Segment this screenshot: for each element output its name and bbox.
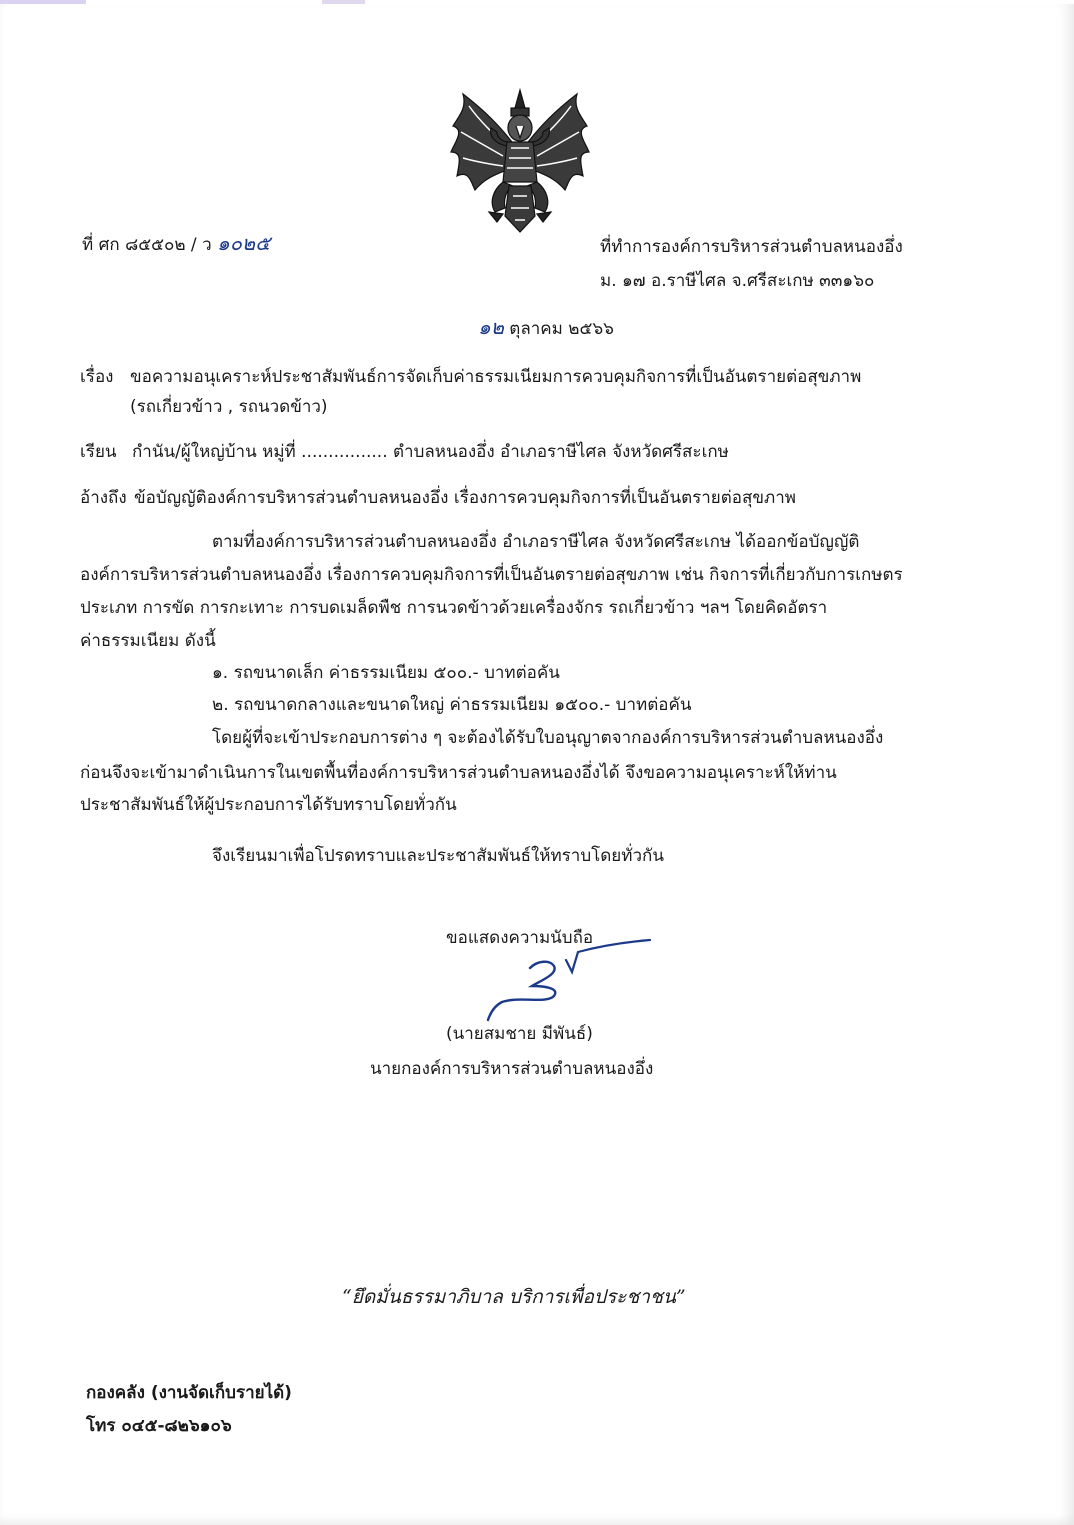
garuda-emblem-icon (445, 86, 595, 238)
body-p1-line2: องค์การบริหารส่วนตำบลหนองอึ่ง เรื่องการควบคุมกิจการที่เป็นอันตรายต่อสุขภาพ เช่น กิจการที่เกี่ยวกับการเกษตร (80, 565, 903, 585)
handwritten-signature (480, 930, 660, 1025)
organization-motto: “ยึดมั่นธรรมาภิบาล บริการเพื่อประชาชน” (342, 1286, 686, 1308)
footer-department: กองคลัง (งานจัดเก็บรายได้) (86, 1383, 292, 1403)
reference-text: ข้อบัญญัติองค์การบริหารส่วนตำบลหนองอึ่ง เรื่องการควบคุมกิจการที่เป็นอันตรายต่อสุขภาพ (134, 488, 796, 508)
body-p1-line3: ประเภท การขัด การกะเทาะ การบดเมล็ดพืช การนวดข้าวด้วยเครื่องจักร รถเกี่ยวข้าว ฯลฯ โดยคิดอัตรา (80, 598, 828, 618)
scan-edge (0, 0, 1074, 4)
signatory-position: นายกองค์การบริหารส่วนตำบลหนองอึ่ง (370, 1059, 654, 1079)
body-p1-line4: ค่าธรรมเนียม ดังนี้ (80, 631, 216, 651)
body-p2-line2: ก่อนจึงจะเข้ามาดำเนินการในเขตพื้นที่องค์การบริหารส่วนตำบลหนองอึ่งได้ จึงขอความอนุเคราะห์ให้ท่าน (80, 763, 837, 783)
body-p2-line1: โดยผู้ที่จะเข้าประกอบการต่าง ๆ จะต้องได้รับใบอนุญาตจากองค์การบริหารส่วนตำบลหนองอึ่ง (212, 728, 884, 748)
body-p1-line1: ตามที่องค์การบริหารส่วนตำบลหนองอึ่ง อำเภอราษีไศล จังหวัดศรีสะเกษ ได้ออกข้อบัญญัติ (212, 532, 860, 552)
office-address-line2: ม. ๑๗ อ.ราษีไศล จ.ศรีสะเกษ ๓๓๑๖๐ (600, 271, 875, 291)
subject-line2: (รถเกี่ยวข้าว , รถนวดข้าว) (130, 397, 328, 417)
doc-number-handwritten: ๑๐๒๕ (217, 231, 271, 255)
fee-item-small: ๑. รถขนาดเล็ก ค่าธรรมเนียม ๕๐๐.- บาทต่อคัน (212, 663, 560, 683)
salutation: ขอแสดงความนับถือ (446, 928, 594, 948)
reference-label: อ้างถึง (80, 488, 127, 508)
doc-number (82, 232, 270, 256)
subject-label: เรื่อง (80, 367, 114, 387)
recipient-text: กำนัน/ผู้ใหญ่บ้าน หมู่ที่ ................ ตำบลหนองอึ่ง อำเภอราษีไศล จังหวัดศรีสะเกษ (132, 442, 729, 462)
closing-line: จึงเรียนมาเพื่อโปรดทราบและประชาสัมพันธ์ให้ทราบโดยทั่วกัน (212, 846, 664, 866)
letter-date (478, 316, 614, 340)
doc-number-printed: ที่ ศก ๘๕๕๐๒ / ว (82, 235, 212, 255)
date-day-handwritten: ๑๒ (478, 315, 504, 339)
footer-phone: โทร ๐๔๕-๘๒๖๑๐๖ (86, 1416, 232, 1436)
date-month-year: ตุลาคม ๒๕๖๖ (509, 319, 614, 339)
recipient-label: เรียน (80, 442, 117, 462)
office-address-line1: ที่ทำการองค์การบริหารส่วนตำบลหนองอึ่ง (600, 237, 903, 257)
body-p2-line3: ประชาสัมพันธ์ให้ผู้ประกอบการได้รับทราบโดยทั่วกัน (80, 795, 457, 815)
signatory-name: (นายสมชาย มีพันธ์) (446, 1024, 593, 1044)
fee-item-large: ๒. รถขนาดกลางและขนาดใหญ่ ค่าธรรมเนียม ๑๕๐๐.- บาทต่อคัน (212, 695, 692, 715)
subject-line1: ขอความอนุเคราะห์ประชาสัมพันธ์การจัดเก็บค่าธรรมเนียมการควบคุมกิจการที่เป็นอันตรายต่อสุขภาพ (130, 367, 862, 387)
